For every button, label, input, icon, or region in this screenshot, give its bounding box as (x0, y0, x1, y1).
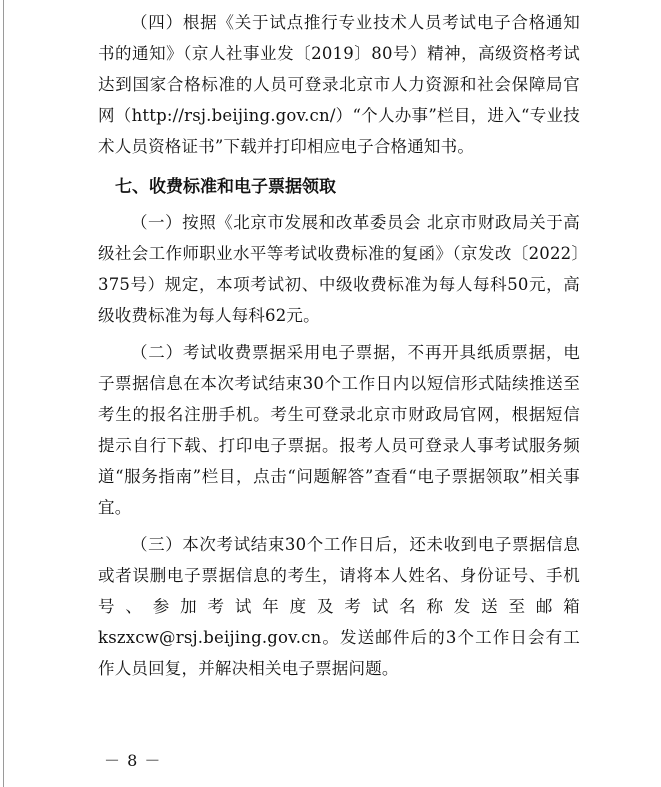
paragraph-receipt-issues: （三）本次考试结束30个工作日后，还未收到电子票据信息或者误删电子票据信息的考生，请将本人姓名、身份证号、手机号、参加考试年度及考试名称发送至邮箱kszxcw@rsj.beijing.gov.cn。发送邮件后的3个工作日会有工作人员回复，并解决相关电子票据问题。 (98, 535, 580, 678)
paragraph-electronic-receipt: （二）考试收费票据采用电子票据，不再开具纸质票据，电子票据信息在本次考试结束30个工作日内以短信形式陆续推送至考生的报名注册手机。考生可登录北京市财政局官网，根据短信提示自行下载、打印电子票据。报考人员可登录人事考试服务频道“服务指南”栏目，点击“问题解答”查看“电子票据领取”相关事宜。 (98, 343, 580, 517)
document-body (98, 7, 580, 684)
page-number: － 8 － (104, 751, 162, 770)
page-edge-line (3, 0, 4, 787)
paragraph-electronic-certificate: （四）根据《关于试点推行专业技术人员考试电子合格通知书的通知》（京人社事业发〔2019〕80号）精神，高级资格考试达到国家合格标准的人员可登录北京市人力资源和社会保障局官网（http://rsj.beijing.gov.cn/）“个人办事”栏目，进入“专业技术人员资格证书”下载并打印相应电子合格通知书。 (98, 13, 580, 156)
section-heading-fees: 七、收费标准和电子票据领取 (115, 177, 336, 197)
paragraph-fee-standard: （一）按照《北京市发展和改革委员会 北京市财政局关于高级社会工作师职业水平等考试收费标准的复函》（京发改〔2022〕375号）规定，本项考试初、中级收费标准为每人每科50元，高级收费标准为每人每科62元。 (98, 213, 580, 325)
